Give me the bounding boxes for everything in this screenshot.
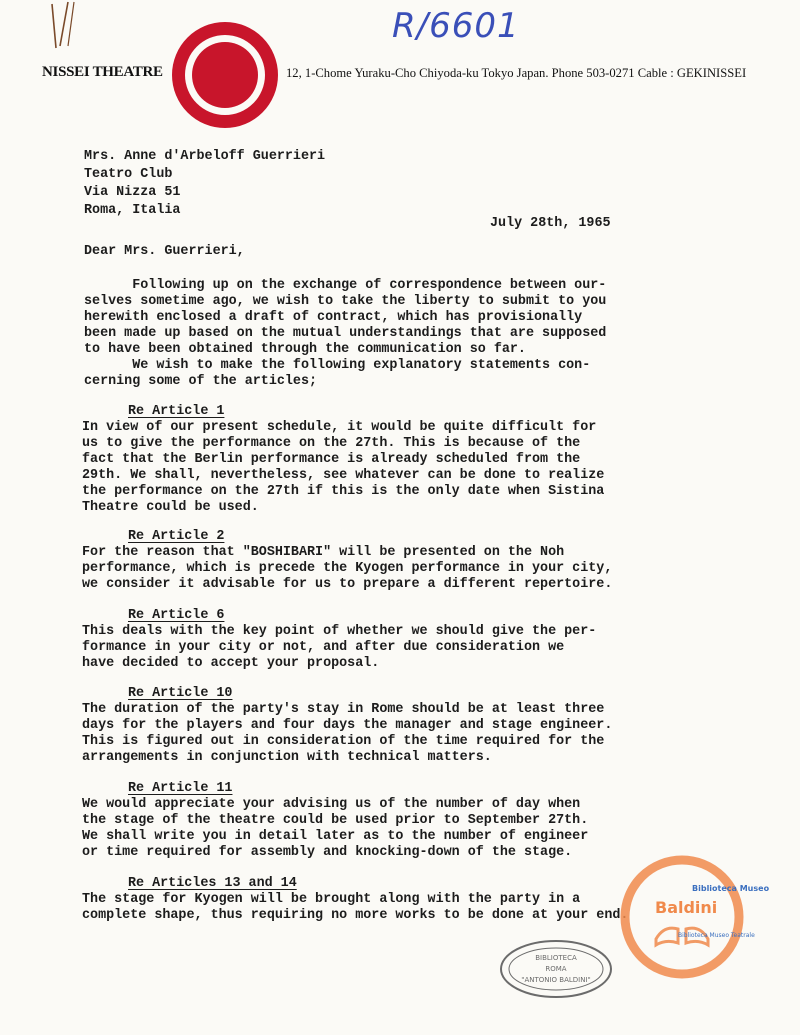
section-line: us to give the performance on the 27th. This is because of the <box>82 436 581 451</box>
nissei-logo <box>170 20 280 130</box>
section-heading: Re Articles 13 and 14 <box>128 876 297 891</box>
section-line: we consider it advisable for us to prepare a different repertoire. <box>82 577 613 592</box>
round-stamp-main-text: Baldini <box>655 898 718 917</box>
section-line: This is figured out in consideration of the time required for the <box>82 734 605 749</box>
recipient-line: Teatro Club <box>84 167 173 182</box>
recipient-address <box>84 148 325 220</box>
section-article-11 <box>82 781 588 861</box>
section-line: complete shape, thus requiring no more works to be done at your end. <box>82 908 629 923</box>
round-stamp-bottom-text: Biblioteca Museo Teatrale <box>678 932 755 939</box>
pen-marks <box>46 0 92 50</box>
section-line: arrangements in conjunction with technical matters. <box>82 750 492 765</box>
intro-line: We wish to make the following explanatory statements con- <box>84 358 591 373</box>
intro-line: to have been obtained through the communication so far. <box>84 342 526 357</box>
section-line: Theatre could be used. <box>82 500 259 515</box>
section-heading: Re Article 1 <box>128 404 225 419</box>
section-heading: Re Article 10 <box>128 686 233 701</box>
oval-stamp-line: BIBLIOTECA <box>535 954 577 962</box>
baldini-library-stamp <box>620 855 744 979</box>
letterhead-address: 12, 1-Chome Yuraku-Cho Chiyoda-ku Tokyo Japan. Phone 503-0271 Cable : GEKINISSEI <box>286 66 747 80</box>
recipient-line: Via Nizza 51 <box>84 185 181 200</box>
oval-stamp-line: "ANTONIO BALDINI" <box>521 976 591 984</box>
theatre-name: NISSEI THEATRE <box>42 64 163 80</box>
section-line: In view of our present schedule, it would be quite difficult for <box>82 420 597 435</box>
section-line: 29th. We shall, nevertheless, see whatever can be done to realize <box>82 468 605 483</box>
section-article-6 <box>82 608 596 672</box>
section-line: For the reason that "BOSHIBARI" will be presented on the Noh <box>82 545 565 560</box>
section-line: This deals with the key point of whether we should give the per- <box>82 624 597 639</box>
intro-line: cerning some of the articles; <box>84 374 318 389</box>
intro-line: selves sometime ago, we wish to take the liberty to submit to you <box>84 294 607 309</box>
section-article-2 <box>82 529 612 593</box>
section-article-1 <box>82 404 604 516</box>
oval-stamp-line: ROMA <box>545 965 567 973</box>
section-line: performance, which is precede the Kyogen performance in your city, <box>82 561 613 576</box>
recipient-line: Mrs. Anne d'Arbeloff Guerrieri <box>84 149 326 164</box>
intro-paragraph <box>84 278 606 390</box>
section-articles-13-14 <box>82 876 628 924</box>
salutation: Dear Mrs. Guerrieri, <box>84 244 245 259</box>
section-line: the stage of the theatre could be used prior to September 27th. <box>82 813 589 828</box>
section-line: the performance on the 27th if this is the only date when Sistina <box>82 484 605 499</box>
archive-number: R/6601 <box>392 6 520 46</box>
section-heading: Re Article 11 <box>128 781 233 796</box>
section-line: The duration of the party's stay in Rome should be at least three <box>82 702 605 717</box>
round-stamp-top-text: Biblioteca Museo <box>692 884 770 893</box>
letter-date: July 28th, 1965 <box>490 216 611 231</box>
section-heading: Re Article 6 <box>128 608 225 623</box>
section-line: days for the players and four days the manager and stage engineer. <box>82 718 613 733</box>
intro-line: herewith enclosed a draft of contract, which has provisionally <box>84 310 583 325</box>
intro-line: Following up on the exchange of correspondence between our- <box>84 278 607 293</box>
section-heading: Re Article 2 <box>128 529 225 544</box>
intro-line: been made up based on the mutual understandings that are supposed <box>84 326 607 341</box>
section-article-10 <box>82 686 612 766</box>
recipient-line: Roma, Italia <box>84 203 181 218</box>
section-line: The stage for Kyogen will be brought along with the party in a <box>82 892 581 907</box>
library-oval-stamp <box>498 938 614 1000</box>
section-line: formance in your city or not, and after due consideration we <box>82 640 565 655</box>
section-line: We would appreciate your advising us of the number of day when <box>82 797 581 812</box>
section-line: We shall write you in detail later as to the number of engineer <box>82 829 589 844</box>
section-line: fact that the Berlin performance is already scheduled from the <box>82 452 581 467</box>
section-line: or time required for assembly and knocking-down of the stage. <box>82 845 573 860</box>
section-line: have decided to accept your proposal. <box>82 656 380 671</box>
